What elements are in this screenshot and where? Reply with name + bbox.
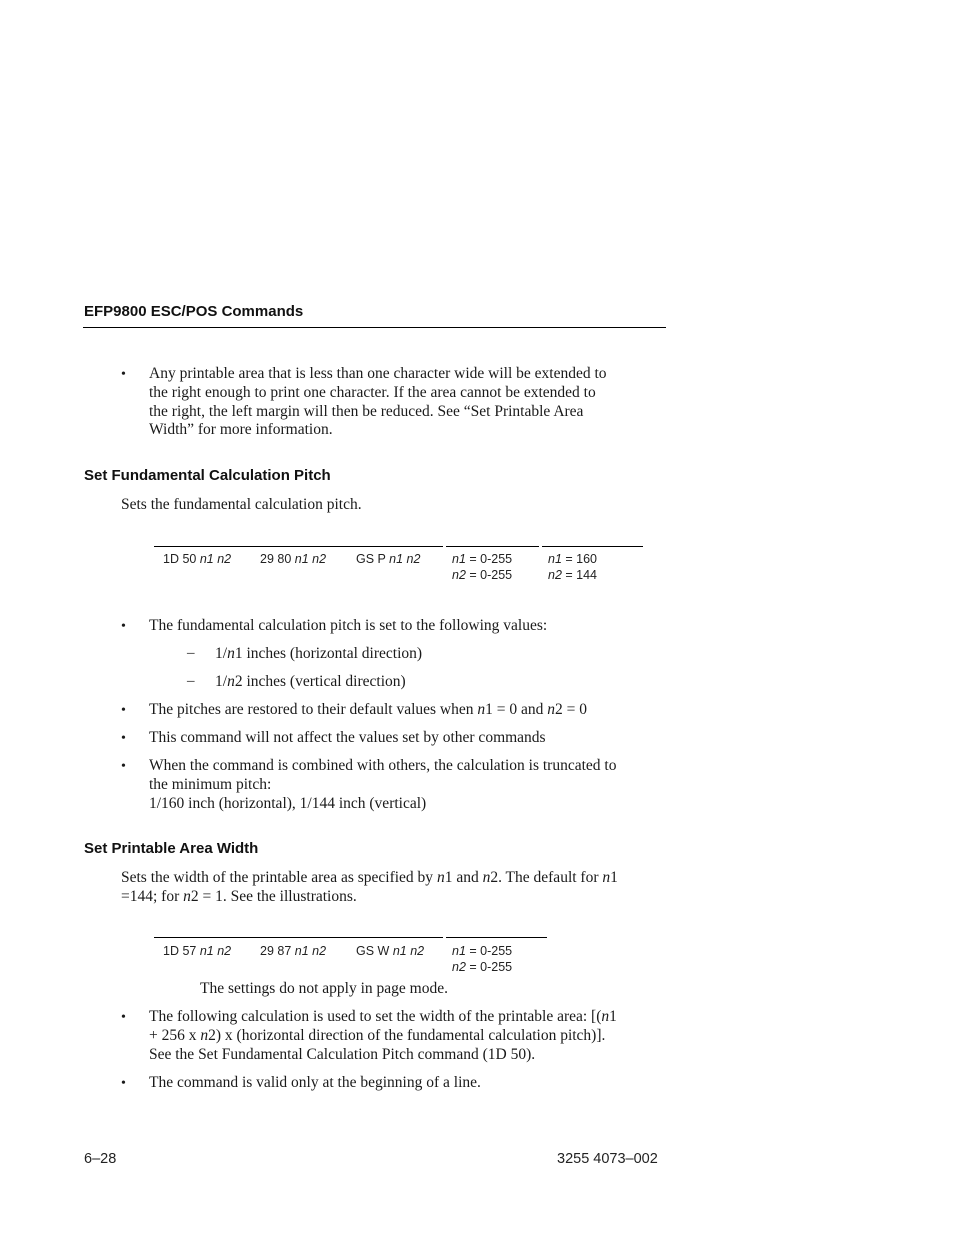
intro-line: the right, the left margin will then be reduced. See “Set Printable Area: [149, 402, 584, 420]
pitch-subitem-vertical: 1/n2 inches (vertical direction): [215, 673, 406, 690]
table-rule: [154, 546, 443, 547]
intro-line: the right enough to print one character. If the area cannot be extended to: [149, 383, 596, 401]
intro-bullet-text: [149, 365, 669, 440]
bullet-icon: •: [121, 1076, 126, 1091]
document-number: 3255 4073–002: [557, 1151, 658, 1167]
bullet-icon: •: [121, 731, 126, 746]
table-cell-ascii: GS P n1 n2: [356, 552, 421, 566]
width-bullet-1: The following calculation is used to set the width of the printable area: [(n1 + 256 x n2) x (horizontal direction of the fundamental calculation pitch)]. See the Set Fundamental Calculation Pitch command (1D 50).: [149, 1008, 617, 1063]
section-heading-width: Set Printable Area Width: [84, 840, 259, 857]
table-rule: [542, 546, 643, 547]
bullet-icon: •: [121, 1010, 126, 1025]
dash-icon: –: [187, 645, 195, 661]
table-cell-hex: 1D 57 n1 n2: [163, 944, 232, 958]
intro-line: Width” for more information.: [149, 421, 333, 439]
pitch-bullet-2: The pitches are restored to their default values when n1 = 0 and n2 = 0: [149, 701, 588, 718]
page-mode-note: The settings do not apply in page mode.: [200, 980, 448, 997]
pitch-bullet-1: The fundamental calculation pitch is set to the following values:: [149, 617, 548, 634]
page-header-title: EFP9800 ESC/POS Commands: [84, 303, 304, 320]
table-cell-hex: 1D 50 n1 n2: [163, 552, 232, 566]
bullet-icon: •: [121, 367, 126, 382]
section-heading-pitch: Set Fundamental Calculation Pitch: [84, 467, 331, 484]
table-cell-default: n1 = 160 n2 = 144: [548, 552, 598, 582]
table-cell-range: n1 = 0-255 n2 = 0-255: [452, 552, 513, 582]
intro-line: Any printable area that is less than one character wide will be extended to: [149, 365, 607, 382]
table-cell-ascii: GS W n1 n2: [356, 944, 425, 958]
dash-icon: –: [187, 673, 195, 689]
table-rule: [446, 937, 547, 938]
table-cell-range: n1 = 0-255 n2 = 0-255: [452, 944, 513, 974]
header-rule: [83, 327, 666, 328]
pitch-bullet-4: When the command is combined with others, the calculation is truncated to the minimum pitch: 1/160 inch (horizontal), 1/144 inch (vertical): [149, 757, 617, 812]
section-description-pitch: Sets the fundamental calculation pitch.: [121, 496, 362, 513]
section-description-width: Sets the width of the printable area as specified by n1 and n2. The default for n1 =144; for n2 = 1. See the illustrations.: [121, 869, 618, 905]
bullet-icon: •: [121, 703, 126, 718]
pitch-bullet-3: This command will not affect the values set by other commands: [149, 729, 546, 746]
pitch-subitem-horizontal: 1/n1 inches (horizontal direction): [215, 645, 423, 662]
table-rule: [154, 937, 443, 938]
table-cell-decimal: 29 80 n1 n2: [260, 552, 327, 566]
page-number: 6–28: [84, 1151, 117, 1167]
table-rule: [446, 546, 539, 547]
width-bullet-2: The command is valid only at the beginning of a line.: [149, 1074, 481, 1091]
table-cell-decimal: 29 87 n1 n2: [260, 944, 327, 958]
bullet-icon: •: [121, 759, 126, 774]
bullet-icon: •: [121, 619, 126, 634]
